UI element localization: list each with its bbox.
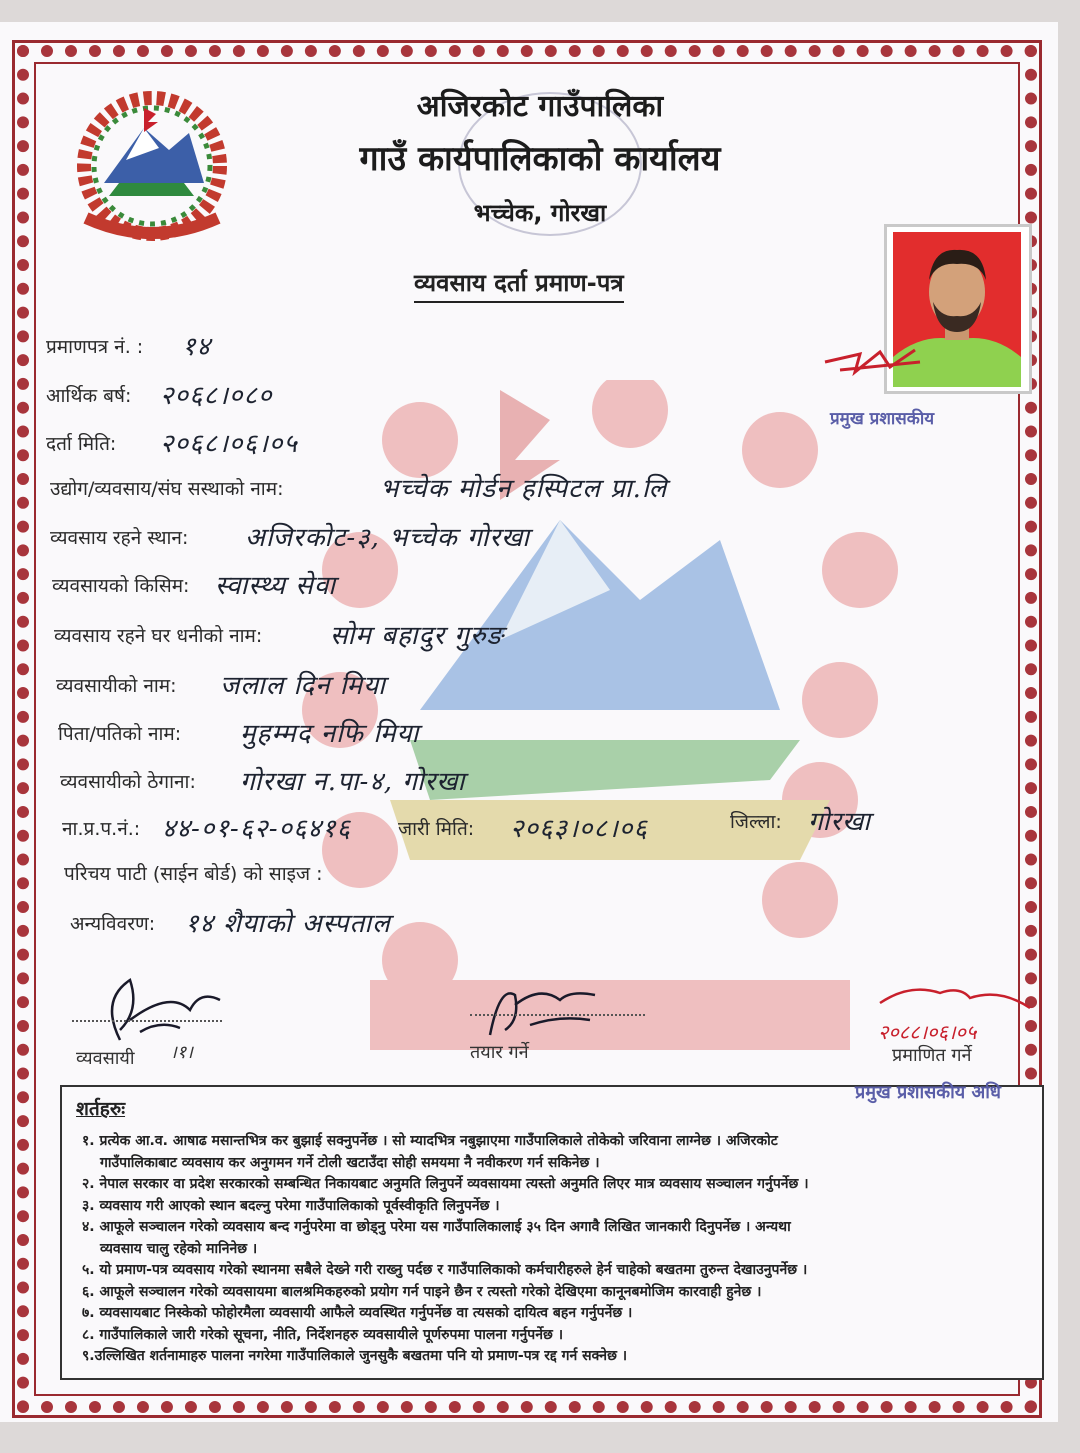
field-value: गोरखा न.पा-४, गोरखा [240, 767, 466, 797]
photo-stamp-caption: प्रमुख प्रशासकीय [830, 409, 935, 429]
field-label: अन्यविवरण: [70, 913, 156, 935]
field-label: ना.प्र.प.नं.: [62, 818, 141, 840]
terms-box [60, 1085, 1044, 1380]
certifier-signature-date: २०८८।०६।०५ [878, 1020, 977, 1044]
field-label: व्यवसाय रहने स्थान: [50, 527, 189, 549]
field-value: सोम बहादुर गुरुङ [330, 621, 504, 651]
owner-signature-date: ।१। [170, 1042, 194, 1063]
field-label: व्यवसाय रहने घर धनीको नाम: [54, 625, 263, 647]
term-item: ९.उल्लिखित शर्तनामाहरु पालना नगरेमा गाउँपालिकाले जुनसुकै बखतमा पनि यो प्रमाण-पत्र रद्द गर्न सक्नेछ । [82, 1348, 628, 1364]
term-item: ३. व्यवसाय गरी आएको स्थान बदल्नु परेमा गाउँपालिकाको पूर्वस्वीकृति लिनुपर्नेछ । [82, 1197, 500, 1214]
office-address: भच्चेक, गोरखा [473, 199, 607, 227]
field-value: जलाल दिन मिया [220, 671, 386, 701]
field-value: ४४-०१-६२-०६४१६ [162, 814, 352, 844]
term-item: ६. आफूले सञ्चालन गरेको व्यवसायमा बालश्रमिकहरुको प्रयोग गर्न पाइने छैन र त्यस्तो गरेको देखिएमा कानूनबमोजिम कारवाही हुनेछ । [82, 1283, 762, 1300]
field-label: परिचय पाटी (साईन बोर्ड) को साइज : [64, 863, 323, 885]
field-value: २०६८।०८० [160, 381, 273, 411]
term-item: व्यवसाय चालु रहेको मानिनेछ । [100, 1240, 258, 1257]
chief-admin-stamp: प्रमुख प्रशासकीय अधि [855, 1082, 1001, 1103]
term-item: गाउँपालिकाबाट व्यवसाय कर अनुगमन गर्ने टोली खटाउँदा सोही समयमा नै नवीकरण गर्न सकिनेछ । [100, 1154, 600, 1171]
field-value: १४ शैयाको अस्पताल [185, 909, 391, 939]
field-value: मुहम्मद नफि मिया [240, 719, 420, 749]
field-label: पिता/पतिको नाम: [58, 723, 182, 745]
issue-date-value: २०६३।०८।०६ [510, 814, 648, 844]
term-item: २. नेपाल सरकार वा प्रदेश सरकारको सम्बन्धित निकायबाट अनुमति लिनुपर्ने व्यवसायमा त्यस्तो अनुमति लिएर मात्र व्यवसाय सञ्चालन गर्नुपर्नेछ । [82, 1176, 809, 1192]
field-label: व्यवसायको किसिम: [52, 575, 190, 597]
field-value: २०६८।०६।०५ [160, 429, 298, 459]
owner-signature-icon [90, 970, 240, 1050]
term-item: १. प्रत्येक आ.व. आषाढ मसान्तभित्र कर बुझाई सक्नुपर्नेछ । सो म्यादभित्र नबुझाएमा गाउँपालिकाले तोकेको जरिवाना लाग्नेछ । अजिरकोट [82, 1133, 778, 1149]
field-value: स्वास्थ्य सेवा [215, 571, 337, 601]
field-label: आर्थिक बर्ष: [46, 385, 132, 407]
owner-signature-label: व्यवसायी [76, 1048, 135, 1069]
photo-signature-icon [820, 332, 950, 392]
term-item: ७. व्यवसायबाट निस्केको फोहोरमैला व्यवसायी आफैले व्यवस्थित गर्नुपर्नेछ वा त्यसको दायित्व बहन गर्नुपर्नेछ । [82, 1305, 633, 1321]
field-value: १४ [182, 332, 212, 362]
preparer-signature-line [470, 1014, 645, 1016]
preparer-signature-label: तयार गर्ने [470, 1042, 529, 1063]
terms-heading: शर्तहरुः [76, 1098, 126, 1120]
district-value: गोरखा [808, 807, 872, 837]
office-name: अजिरकोट गाउँपालिका [416, 89, 664, 124]
issue-date-label: जारी मिति: [398, 818, 475, 840]
field-label: व्यवसायीको नाम: [56, 675, 177, 697]
owner-signature-line [72, 1020, 222, 1022]
field-value: भच्चेक मोर्डन हस्पिटल प्रा.लि [380, 474, 668, 504]
terms-list [82, 1131, 1032, 1368]
preparer-signature-icon [470, 975, 610, 1045]
office-subtitle: गाउँ कार्यपालिकाको कार्यालय [359, 139, 721, 179]
term-item: ८. गाउँपालिकाले जारी गरेको सूचना, नीति, निर्देशनहरु व्यवसायीले पूर्णरुपमा पालना गर्नुपर्नेछ । [82, 1326, 563, 1343]
field-label: दर्ता मिति: [46, 433, 117, 455]
field-value: अजिरकोट-३, भच्चेक गोरखा [245, 523, 530, 553]
certifier-signature-label: प्रमाणित गर्ने [892, 1045, 972, 1066]
term-item: ४. आफूले सञ्चालन गरेको व्यवसाय बन्द गर्नुपरेमा वा छोड्नु परेमा यस गाउँपालिकालाई ३५ दिन अगावै लिखित जानकारी दिनुपर्नेछ । अन्यथा [82, 1219, 791, 1235]
field-label: व्यवसायीको ठेगाना: [60, 771, 196, 793]
field-label: उद्योग/व्यवसाय/संघ सस्थाको नाम: [50, 478, 284, 500]
certificate-title: व्यवसाय दर्ता प्रमाण-पत्र [414, 266, 624, 303]
district-label: जिल्ला: [730, 811, 782, 833]
term-item: ५. यो प्रमाण-पत्र व्यवसाय गरेको स्थानमा सबैले देख्ने गरी राख्नु पर्दछ र गाउँपालिकाको कर्मचारीहरुले हेर्न चाहेको बखतमा तुरुन्त देखाउनुपर्नेछ । [82, 1262, 808, 1278]
field-label: प्रमाणपत्र नं. : [46, 336, 144, 358]
